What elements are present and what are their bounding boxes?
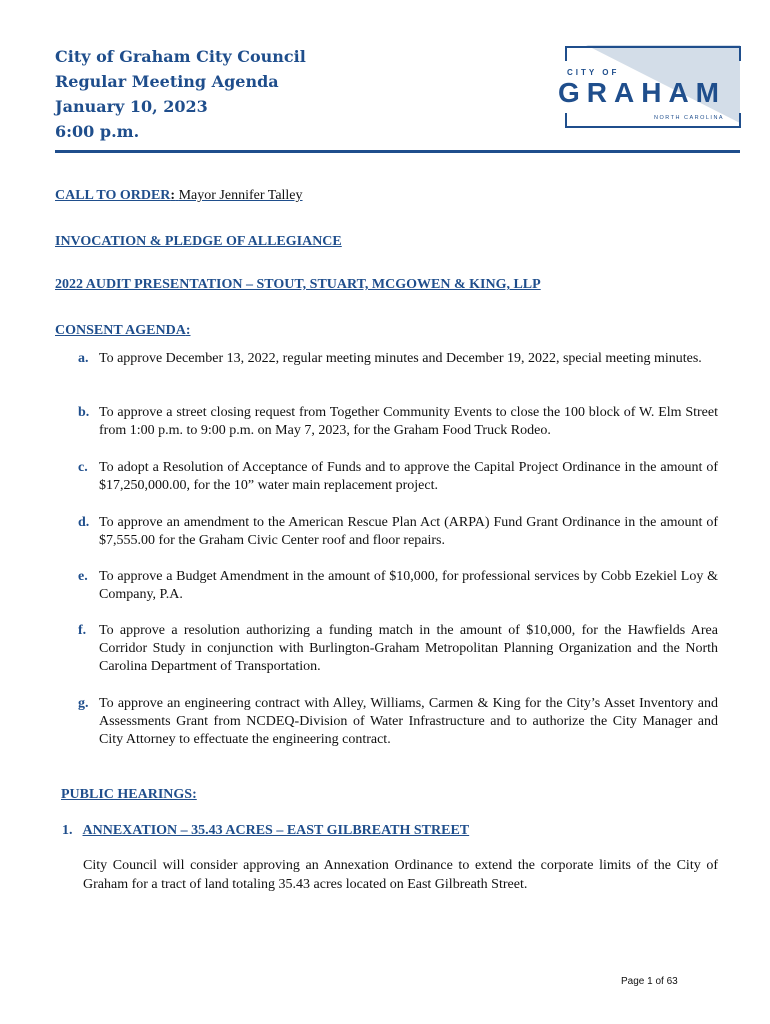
- item-text: To adopt a Resolution of Acceptance of Funds and to approve the Capital Project Ordinance in the amount of $17,250,000.00, for the 10” water main replacement project.: [99, 460, 718, 493]
- item-letter: e.: [78, 569, 88, 584]
- item-text: To approve an amendment to the American Rescue Plan Act (ARPA) Fund Grant Ordinance in the amount of $7,555.00 for the Graham Civic Center roof and floor repairs.: [99, 515, 718, 548]
- council-name: City of Graham City Council: [55, 47, 306, 66]
- consent-item-f: [78, 622, 718, 676]
- item-text: To approve an engineering contract with Alley, Williams, Carmen & King for the City’s Asset Inventory and Assessments Grant from NCDEQ-Division of Water Infrastructure and to authorize the City Manager and City Attorney to effectuate the engineering contract.: [99, 696, 718, 747]
- meeting-date: January 10, 2023: [55, 97, 208, 116]
- svg-text:NORTH CAROLINA: NORTH CAROLINA: [654, 115, 725, 121]
- agenda-type: Regular Meeting Agenda: [55, 72, 279, 91]
- consent-agenda-label: CONSENT AGENDA: [55, 323, 186, 338]
- item-text: To approve a Budget Amendment in the amount of $10,000, for professional services by Cobb Ezekiel Loy & Company, P.A.: [99, 569, 718, 602]
- item-text: To approve a resolution authorizing a funding match in the amount of $10,000, for the Hawfields Area Corridor Study in conjunction with Burlington-Graham Metropolitan Planning Organization and the North Carolina Department of Transportation.: [99, 623, 718, 674]
- consent-agenda-colon: :: [185, 323, 191, 338]
- consent-item-b: [78, 404, 718, 440]
- item-letter: a.: [78, 351, 89, 366]
- item-letter: b.: [78, 405, 90, 420]
- agenda-title: [55, 44, 306, 144]
- hearing-item-1: [62, 823, 469, 839]
- call-to-order: [55, 188, 303, 204]
- item-letter: c.: [78, 460, 88, 475]
- hearing-number: 1.: [62, 823, 73, 838]
- item-letter: f.: [78, 623, 87, 638]
- consent-item-a: [78, 350, 718, 368]
- call-to-order-label: CALL TO ORDER: [55, 188, 171, 203]
- invocation-heading: INVOCATION & PLEDGE OF ALLEGIANCE: [55, 234, 342, 249]
- item-letter: d.: [78, 515, 90, 530]
- svg-text:CITY OF: CITY OF: [567, 68, 620, 77]
- consent-agenda-heading: [55, 323, 191, 339]
- call-to-order-colon: :: [170, 188, 176, 203]
- audit-heading: 2022 AUDIT PRESENTATION – STOUT, STUART, MCGOWEN & KING, LLP: [55, 277, 541, 292]
- meeting-time: 6:00 p.m.: [55, 122, 140, 141]
- consent-item-e: [78, 568, 718, 604]
- public-hearings-heading: PUBLIC HEARINGS:: [61, 787, 197, 802]
- header-divider: [55, 150, 740, 153]
- consent-item-c: [78, 459, 718, 495]
- consent-item-g: [78, 695, 718, 749]
- item-letter: g.: [78, 696, 89, 711]
- item-text: To approve a street closing request from Together Community Events to close the 100 block of W. Elm Street from 1:00 p.m. to 9:00 p.m. on May 7, 2023, for the Graham Food Truck Rodeo.: [99, 405, 718, 438]
- hearing-description: City Council will consider approving an Annexation Ordinance to extend the corporate limits of the City of Graham for a tract of land totaling 35.43 acres located on East Gilbreath Street.: [83, 858, 718, 892]
- svg-text:GRAHAM: GRAHAM: [558, 77, 726, 108]
- item-text: To approve December 13, 2022, regular meeting minutes and December 19, 2022, special meeting minutes.: [99, 351, 702, 366]
- hearing-title: ANNEXATION – 35.43 ACRES – EAST GILBREATH STREET: [82, 823, 470, 838]
- presiding-officer: Mayor Jennifer Talley: [178, 188, 303, 203]
- consent-item-d: [78, 514, 718, 550]
- page-number: Page 1 of 63: [621, 976, 678, 987]
- city-of-graham-logo: [558, 45, 758, 133]
